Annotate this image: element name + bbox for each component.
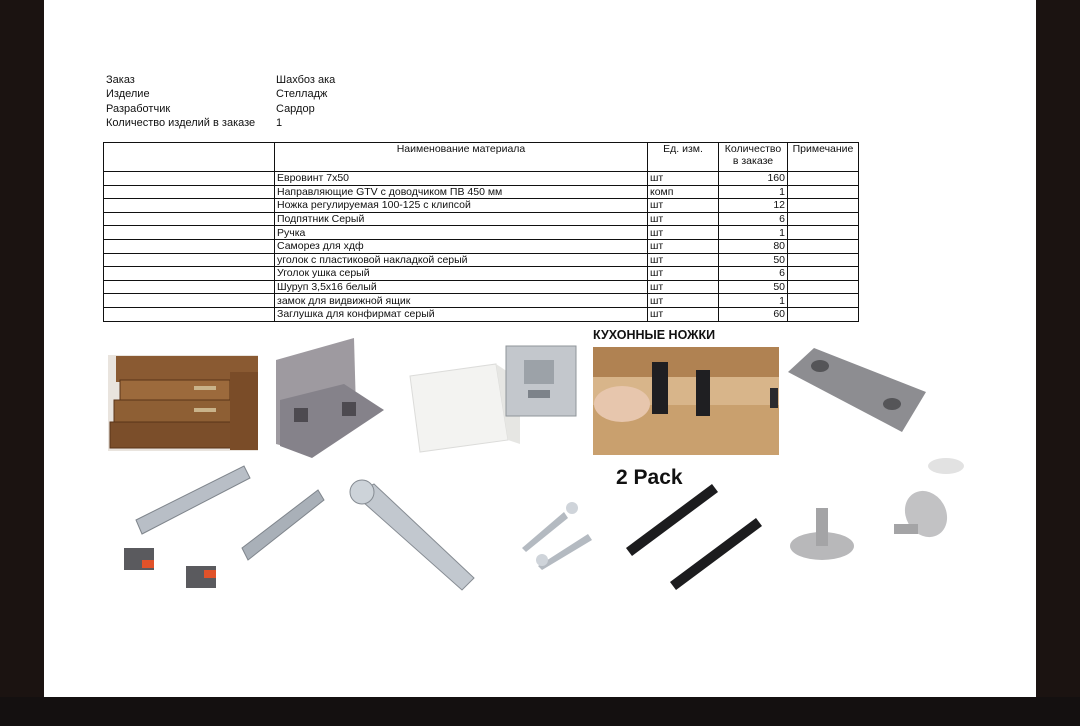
unit-cell: шт: [648, 294, 719, 308]
drawer-cabinet-photo: [108, 355, 258, 451]
material-name-cell: Заглушка для конфирмат серый: [275, 307, 648, 321]
quantity-cell: 160: [719, 172, 788, 186]
quantity-cell: 80: [719, 239, 788, 253]
material-name-cell: Ручка: [275, 226, 648, 240]
material-name-cell: Саморез для хдф: [275, 239, 648, 253]
white-corner-bracket-photo: [410, 346, 576, 452]
unit-cell: шт: [648, 307, 719, 321]
kitchen-legs-caption: КУХОННЫЕ НОЖКИ: [593, 328, 716, 342]
grey-foot-pad-photo: [788, 348, 926, 432]
material-name-cell: замок для видвижной ящик: [275, 294, 648, 308]
product-photos: [44, 0, 1036, 697]
quantity-cell: 12: [719, 199, 788, 213]
material-name-cell: Евровинт 7х50: [275, 172, 648, 186]
unit-cell: шт: [648, 212, 719, 226]
euroscrew-photo: [350, 480, 474, 590]
handles-photo: [626, 484, 762, 590]
unit-cell: шт: [648, 172, 719, 186]
header-note: Примечание: [788, 143, 859, 172]
product-value: Стелладж: [276, 88, 328, 101]
bottom-bar: [0, 697, 1080, 726]
grey-caps-photo: [790, 458, 964, 560]
header-material-name: Наименование материала: [275, 143, 648, 172]
material-name-cell: Подпятник Серый: [275, 212, 648, 226]
material-name-cell: Направляющие GTV с доводчиком ПВ 450 мм: [275, 185, 648, 199]
developer-label: Разработчик: [106, 102, 171, 115]
kitchen-legs-photo: [593, 347, 779, 455]
quantity-value: 1: [276, 116, 283, 129]
document-page: [44, 0, 1036, 697]
material-name-cell: Ножка регулируемая 100-125 с клипсой: [275, 199, 648, 213]
product-label: Изделие: [106, 88, 150, 101]
order-value: Шахбоз ака: [276, 74, 336, 86]
quantity-label: Количество изделий в заказе: [106, 116, 256, 129]
quantity-cell: 1: [719, 226, 788, 240]
quantity-cell: 60: [719, 307, 788, 321]
quantity-cell: 6: [719, 212, 788, 226]
header-quantity-line2: в заказе: [732, 155, 774, 167]
unit-cell: шт: [648, 267, 719, 281]
small-screws-photo: [522, 502, 592, 570]
plastic-corner-photo: [276, 338, 384, 458]
unit-cell: шт: [648, 199, 719, 213]
unit-cell: шт: [648, 253, 719, 267]
order-label: Заказ: [106, 74, 135, 86]
quantity-cell: 1: [719, 185, 788, 199]
material-name-cell: Шуруп 3,5х16 белый: [275, 280, 648, 294]
quantity-cell: 1: [719, 294, 788, 308]
quantity-cell: 6: [719, 267, 788, 281]
header-unit: Ед. изм.: [648, 143, 719, 172]
unit-cell: комп: [648, 185, 719, 199]
material-name-cell: уголок с пластиковой накладкой серый: [275, 253, 648, 267]
header-quantity-line1: Количество: [724, 143, 782, 155]
handles-pack-caption: 2 Pack: [616, 466, 683, 489]
unit-cell: шт: [648, 239, 719, 253]
quantity-cell: 50: [719, 280, 788, 294]
material-name-cell: Уголок ушка серый: [275, 267, 648, 281]
developer-value: Сардор: [276, 102, 315, 115]
unit-cell: шт: [648, 226, 719, 240]
drawer-slides-photo: [124, 466, 324, 588]
unit-cell: шт: [648, 280, 719, 294]
quantity-cell: 50: [719, 253, 788, 267]
